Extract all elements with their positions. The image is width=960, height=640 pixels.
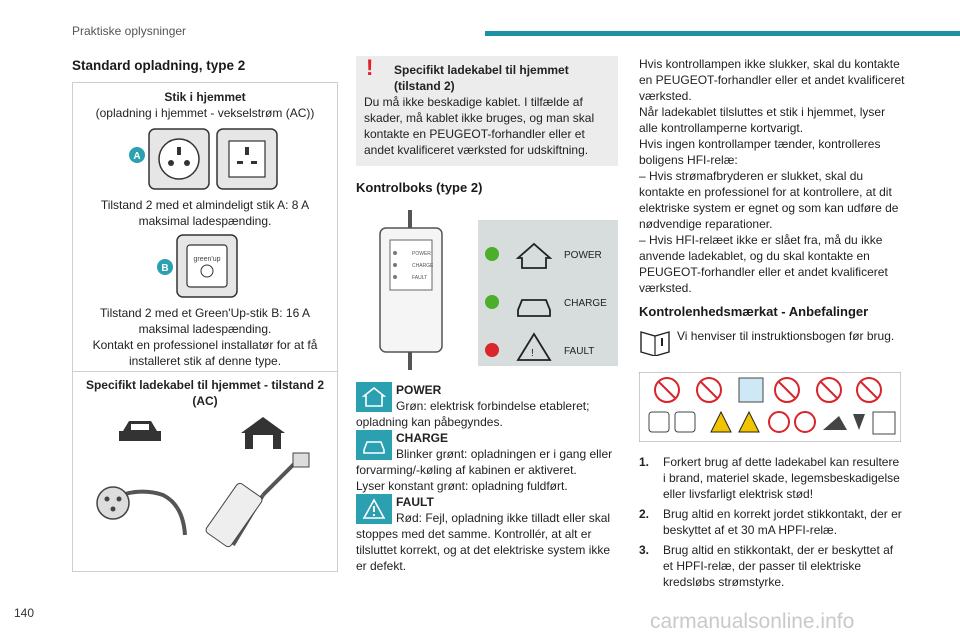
para-1: Hvis kontrollampen ikke slukker, skal du kontakte en PEUGEOT-forhandler eller et andet kvalificeret værksted.	[639, 57, 905, 103]
device-power-label: POWER	[412, 251, 431, 257]
caption-a: Tilstand 2 med et almindeligt stik A: 8 A maksimal ladespænding.	[100, 198, 310, 228]
charge-text: Blinker grønt: opladningen er i gang eller forvarming/-køling af kabinen er aktiveret.	[356, 447, 613, 477]
fault-text: Rød: Fejl, opladning ikke tilladt eller skal stoppes med det samme. Kontrollér, at alt er tilsluttet korrekt, og at det elektriske system ikke er defekt.	[356, 511, 611, 573]
panel-charge: CHARGE	[564, 298, 607, 309]
charge-led	[485, 295, 499, 309]
cable-title: Specifikt ladekabel til hjemmet - tilstand 2 (AC)	[85, 378, 325, 408]
house-icon	[518, 244, 550, 268]
control-box-device	[370, 210, 466, 370]
panel-power: POWER	[564, 250, 602, 261]
manual-book-icon	[639, 328, 671, 356]
power-title: POWER	[396, 383, 442, 397]
caption-b2: Kontakt en professionel installatør for at få installeret stik af denne type.	[92, 338, 318, 368]
box-subtitle: (opladning i hjemmet - vekselstrøm (AC))	[95, 106, 315, 120]
cable-illustration	[93, 415, 318, 555]
socket-b-illustration	[157, 233, 247, 303]
box-divider	[73, 371, 337, 372]
recommendations-list	[639, 454, 905, 590]
car-icon	[119, 421, 161, 441]
list-item: 1. Forkert brug af dette ladekabel kan resultere i brand, materiel skade, legemsbeskadigelse eller livsfarligt elektrisk stød!	[639, 455, 900, 501]
fault-title: FAULT	[396, 495, 434, 509]
column-1	[72, 58, 337, 81]
manual-note-text: Vi henviser til instruktionsbogen før brug.	[677, 329, 895, 343]
warning-triangle-icon	[356, 494, 392, 524]
label-title: Kontrolenhedsmærkat - Anbefalinger	[639, 304, 869, 319]
section-header: Praktiske oplysninger	[72, 24, 187, 38]
control-box-title: Kontrolboks (type 2)	[356, 180, 483, 195]
para-3: Hvis ingen kontrollamper tænder, kontrolleres boligens HFI-relæ:	[639, 137, 881, 167]
page-number: 140	[14, 606, 35, 620]
socket-a-illustration	[129, 127, 289, 197]
manual-note	[639, 328, 905, 360]
badge-b: B	[161, 263, 169, 274]
section-title: Standard opladning, type 2	[72, 58, 246, 73]
device-charge-label: CHARGE	[412, 263, 434, 269]
charge-text2: Lyser konstant grønt: opladning fuldført.	[356, 479, 568, 493]
sockets-box	[72, 82, 338, 572]
watermark: carmanualsonline.info	[650, 610, 855, 633]
warning-title: Specifikt ladekabel til hjemmet (tilstand 2)	[394, 63, 569, 93]
power-led	[485, 247, 499, 261]
para-4: – Hvis strømafbryderen er slukket, skal du kontakte en professionel for at kontrollere, at dit elektriske system er egnet og som kan udføre de nødvendige reparationer.	[639, 169, 899, 231]
list-item: 3. Brug altid en stikkontakt, der er beskyttet af et HPFI-relæ, der passer til elektriske kredsløbs strømstyrke.	[639, 543, 894, 589]
exclamation-icon: !	[366, 55, 374, 80]
warning-text: Du må ikke beskadige kablet. I tilfælde af skader, må kablet ikke bruges, og man skal kontakte en PEUGEOT-forhandler eller et andet kvalificeret værksted for udskiftning.	[364, 95, 595, 157]
column-2	[356, 56, 618, 574]
indicator-panel-art	[478, 220, 618, 366]
svg-text:!: !	[531, 348, 534, 359]
safety-label-strip	[639, 372, 901, 442]
list-item: 2. Brug altid en korrekt jordet stikkontakt, der er beskyttet af et 30 mA HPFI-relæ.	[639, 507, 902, 537]
warning-triangle-icon	[518, 334, 550, 360]
caption-b: Tilstand 2 med et Green'Up-stik B: 16 A maksimal ladespænding.	[100, 306, 310, 336]
car-icon	[518, 300, 550, 316]
power-text: Grøn: elektrisk forbindelse etableret; opladning kan påbegyndes.	[356, 399, 590, 429]
para-2: Når ladekablet tilsluttes et stik i hjemmet, lyser alle kontrollamperne kortvarigt.	[639, 105, 886, 135]
charge-title: CHARGE	[396, 431, 449, 445]
control-box-figure	[356, 210, 618, 376]
charge-item	[356, 430, 618, 494]
greenup-label: green'up	[193, 256, 221, 263]
power-item	[356, 382, 618, 430]
box-title: Stik i hjemmet	[164, 90, 246, 104]
house-icon	[356, 382, 392, 412]
device-fault-label: FAULT	[412, 275, 428, 281]
column-3	[639, 56, 905, 594]
car-icon	[356, 430, 392, 460]
badge-a: A	[133, 151, 141, 162]
header-bar	[485, 31, 960, 36]
house-icon	[241, 417, 285, 449]
panel-fault: FAULT	[564, 346, 595, 357]
warning-box	[356, 56, 618, 166]
fault-item	[356, 494, 618, 574]
fault-led	[485, 343, 499, 357]
para-5: – Hvis HFI-relæet ikke er slået fra, må du ikke anvende ladekablet, og du skal kontakte en PEUGEOT-forhandler eller et andet kvalificeret værksted.	[639, 233, 888, 295]
